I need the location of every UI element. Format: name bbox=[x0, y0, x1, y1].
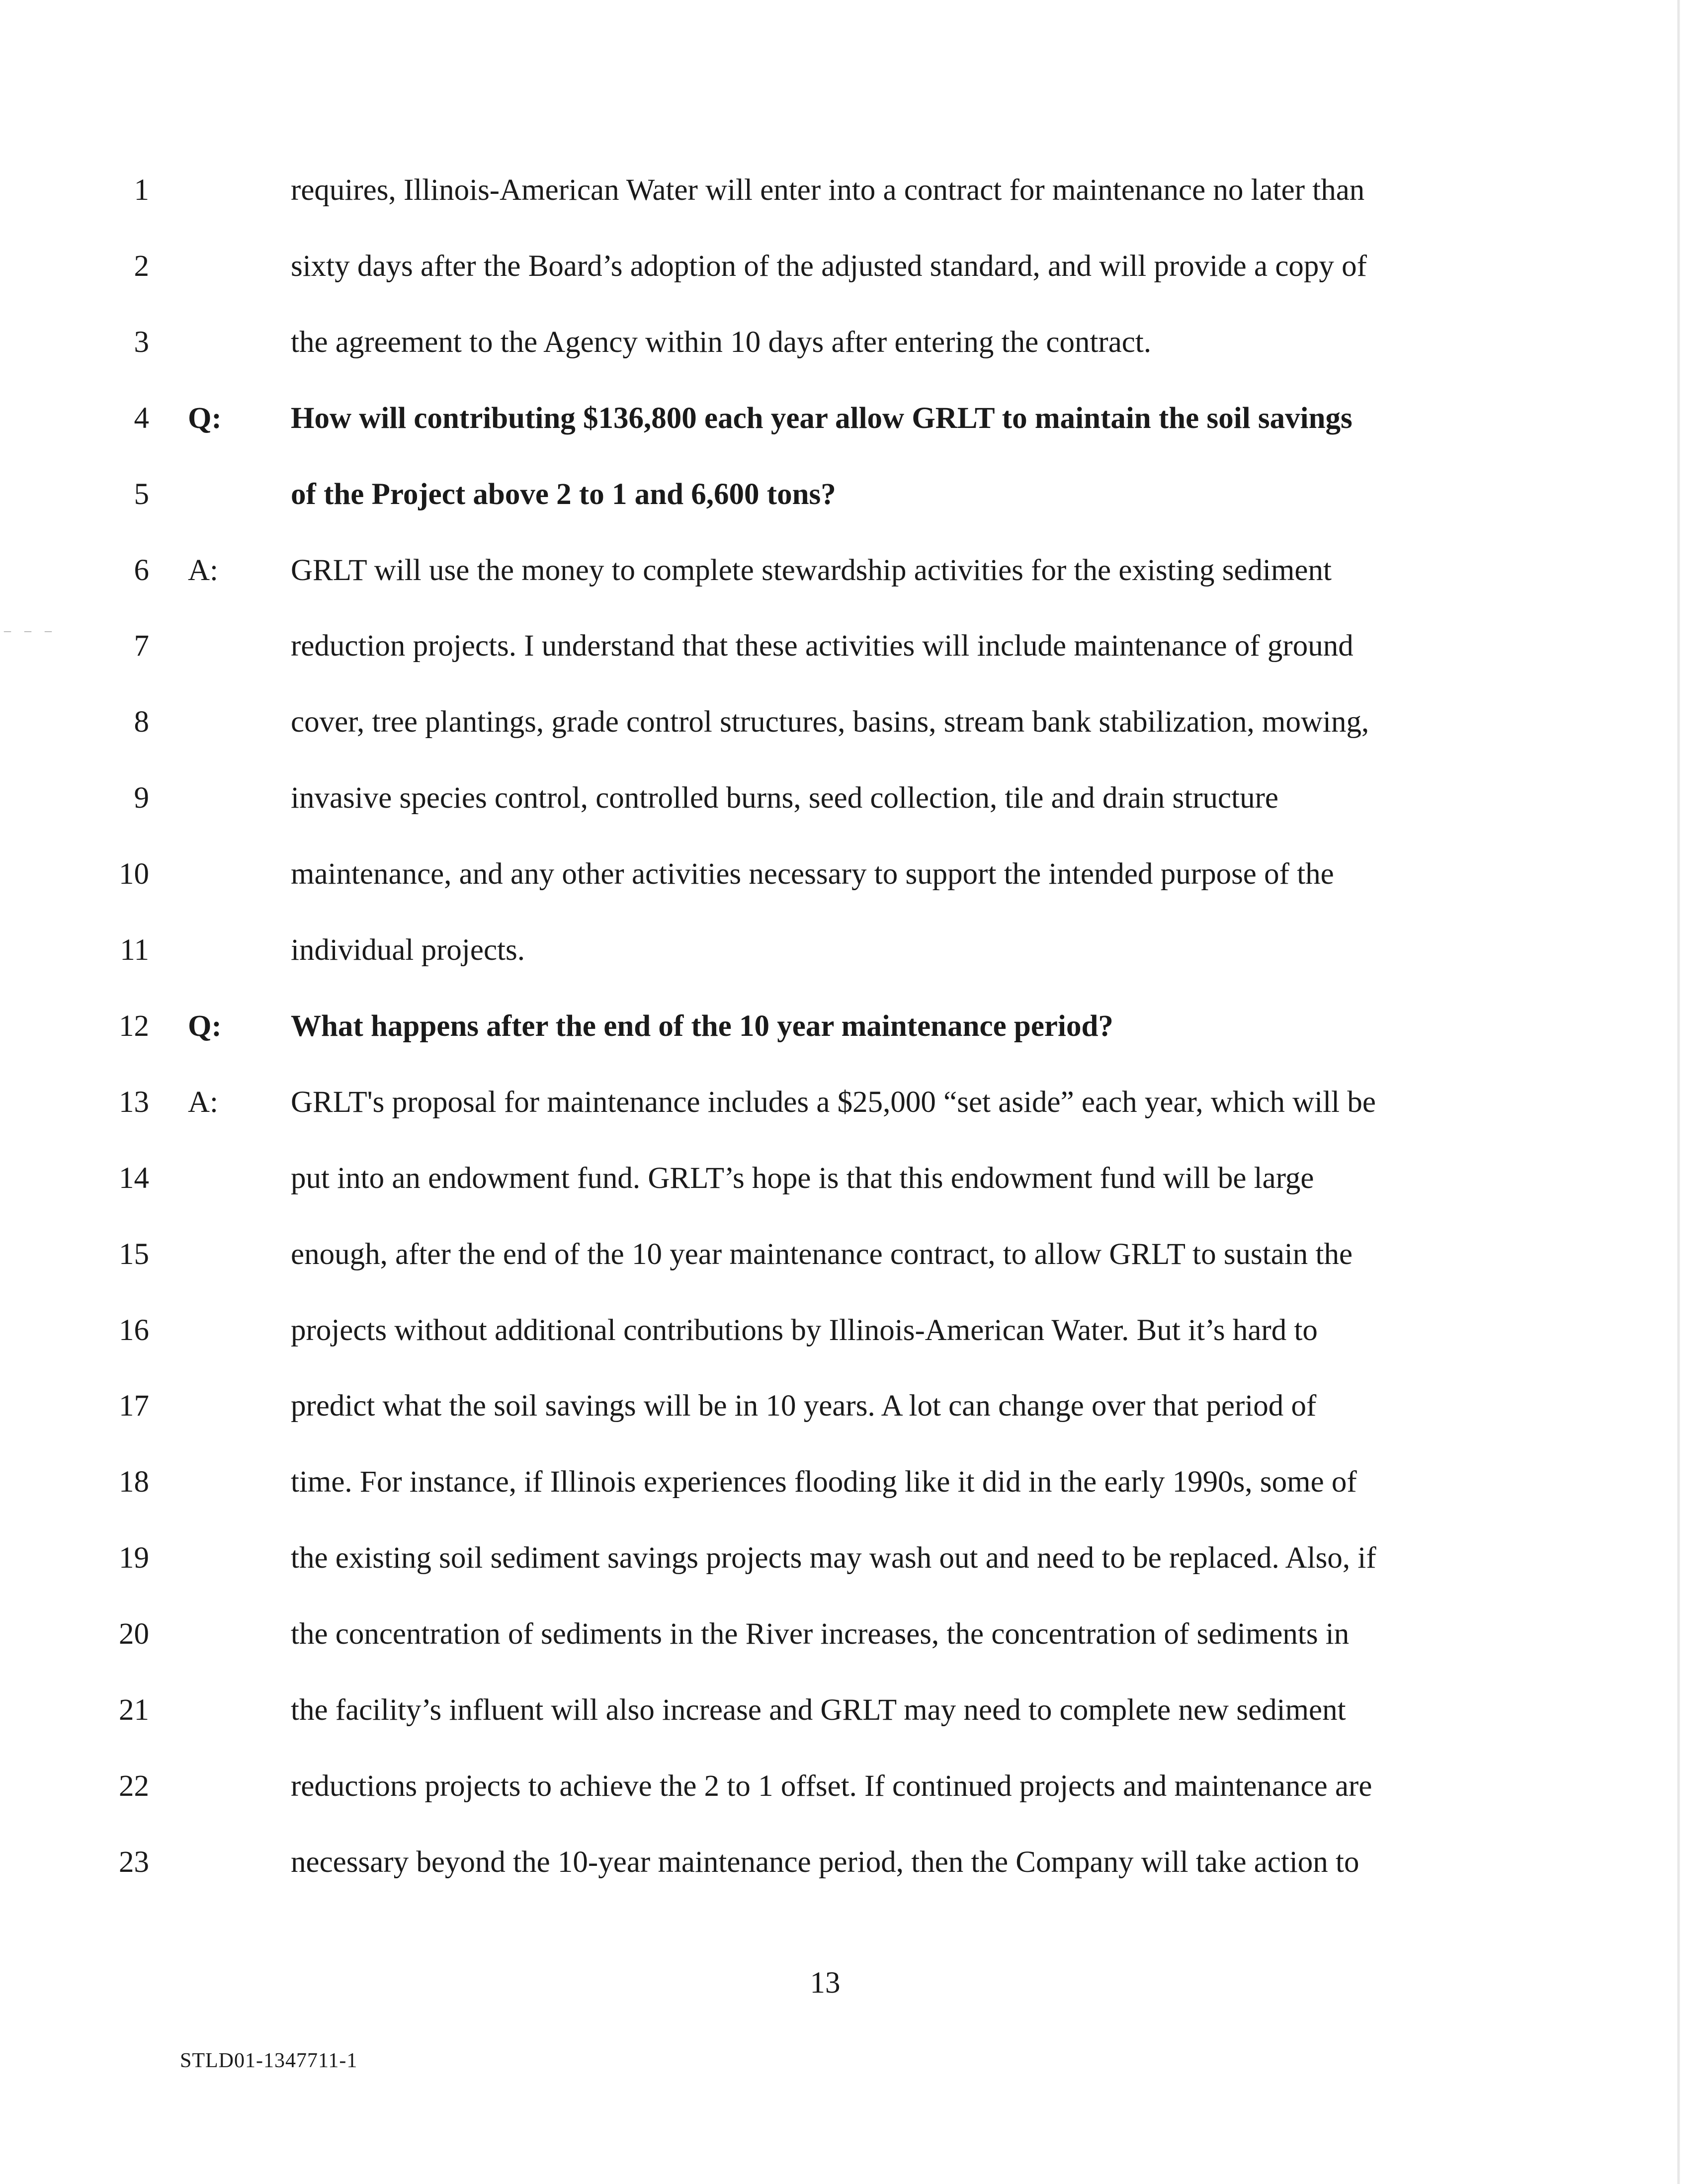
line-number: 14 bbox=[119, 1162, 149, 1195]
line-text: individual projects. bbox=[291, 933, 525, 967]
line-text: reduction projects. I understand that these activities will include maintenance of ground bbox=[291, 629, 1353, 663]
line-number: 18 bbox=[119, 1465, 149, 1499]
line-number: 11 bbox=[120, 933, 149, 967]
line-text: GRLT's proposal for maintenance includes a $25,000 “set aside” each year, which will be bbox=[291, 1086, 1376, 1119]
question-text: of the Project above 2 to 1 and 6,600 tons? bbox=[291, 478, 836, 511]
line-number: 7 bbox=[134, 629, 149, 663]
line-number: 1 bbox=[134, 173, 149, 207]
line-number: 4 bbox=[134, 402, 149, 435]
line-text: requires, Illinois-American Water will enter into a contract for maintenance no later than bbox=[291, 173, 1365, 207]
document-id: STLD01-1347711-1 bbox=[180, 2049, 358, 2072]
line-number: 5 bbox=[134, 478, 149, 511]
line-text: put into an endowment fund. GRLT’s hope is that this endowment fund will be large bbox=[291, 1162, 1314, 1195]
line-text: cover, tree plantings, grade control structures, basins, stream bank stabilization, mowing, bbox=[291, 705, 1369, 739]
line-number: 12 bbox=[119, 1009, 149, 1043]
line-number: 16 bbox=[119, 1314, 149, 1347]
line-number: 22 bbox=[119, 1769, 149, 1803]
question-text: What happens after the end of the 10 year maintenance period? bbox=[291, 1009, 1113, 1043]
line-text: enough, after the end of the 10 year maintenance contract, to allow GRLT to sustain the bbox=[291, 1238, 1353, 1271]
line-number: 6 bbox=[134, 554, 149, 587]
line-text: reductions projects to achieve the 2 to 1 offset. If continued projects and maintenance are bbox=[291, 1769, 1372, 1803]
line-number: 20 bbox=[119, 1617, 149, 1651]
line-number: 2 bbox=[134, 250, 149, 283]
line-number: 13 bbox=[119, 1086, 149, 1119]
qa-label: Q: bbox=[188, 1009, 222, 1043]
line-text: necessary beyond the 10-year maintenance period, then the Company will take action to bbox=[291, 1846, 1359, 1879]
question-text: How will contributing $136,800 each year allow GRLT to maintain the soil savings bbox=[291, 402, 1352, 435]
line-text: the existing soil sediment savings projects may wash out and need to be replaced. Also, if bbox=[291, 1541, 1376, 1575]
line-number: 19 bbox=[119, 1541, 149, 1575]
line-text: the facility’s influent will also increase and GRLT may need to complete new sediment bbox=[291, 1693, 1346, 1727]
line-text: time. For instance, if Illinois experiences flooding like it did in the early 1990s, some of bbox=[291, 1465, 1357, 1499]
line-text: the agreement to the Agency within 10 days after entering the contract. bbox=[291, 326, 1152, 359]
line-number: 17 bbox=[119, 1389, 149, 1423]
line-text: maintenance, and any other activities necessary to support the intended purpose of the bbox=[291, 857, 1334, 891]
line-number: 10 bbox=[119, 857, 149, 891]
line-text: projects without additional contributions by Illinois-American Water. But it’s hard to bbox=[291, 1314, 1318, 1347]
line-text: GRLT will use the money to complete stewardship activities for the existing sediment bbox=[291, 554, 1332, 587]
page-number: 13 bbox=[810, 1966, 841, 2000]
qa-label: A: bbox=[188, 1086, 218, 1119]
line-number: 21 bbox=[119, 1693, 149, 1727]
line-number: 3 bbox=[134, 326, 149, 359]
qa-label: Q: bbox=[188, 402, 222, 435]
line-text: the concentration of sediments in the River increases, the concentration of sediments in bbox=[291, 1617, 1350, 1651]
qa-label: A: bbox=[188, 554, 218, 587]
scan-edge bbox=[1677, 0, 1680, 2184]
line-number: 8 bbox=[134, 705, 149, 739]
line-number: 15 bbox=[119, 1238, 149, 1271]
line-text: invasive species control, controlled burns, seed collection, tile and drain structure bbox=[291, 781, 1278, 815]
line-text: sixty days after the Board’s adoption of the adjusted standard, and will provide a copy of bbox=[291, 250, 1367, 283]
scan-artifact: ¯ ¯ ¯ bbox=[4, 630, 57, 646]
line-number: 9 bbox=[134, 781, 149, 815]
line-text: predict what the soil savings will be in 10 years. A lot can change over that period of bbox=[291, 1389, 1317, 1423]
line-number: 23 bbox=[119, 1846, 149, 1879]
